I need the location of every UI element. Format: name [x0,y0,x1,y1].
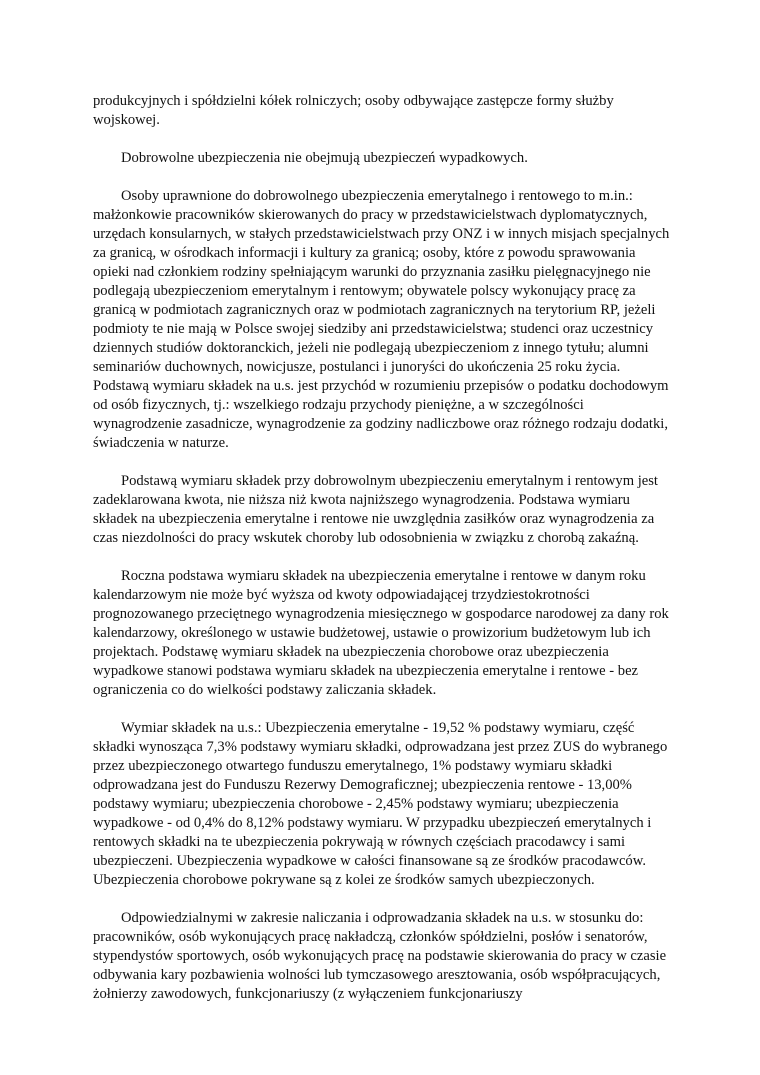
paragraph-voluntary-insurance: Dobrowolne ubezpieczenia nie obejmują ubezpieczeń wypadkowych. [121,150,528,166]
paragraph-contribution-base: Podstawą wymiaru składek przy dobrowolnym ubezpieczeniu emerytalnym i rentowym jest zadeklarowana kwota, nie niższa niż kwota najniższego wynagrodzenia. Podstawa wymiaru składek na ubezpieczenia emerytalne i rentowe nie uwzględnia zasiłków oraz wynagrodzenia za czas niezdolności do pracy wskutek choroby lub odosobnienia w związku z chorobą zakaźną. [93,473,658,546]
paragraph-responsible-parties: Odpowiedzialnymi w zakresie naliczania i odprowadzania składek na u.s. w stosunku do: pracowników, osób wykonujących pracę nakładczą, członków spółdzielni, posłów i senatorów, stypendystów sportowych, osób wykonujących pracę na podstawie skierowania do pracy w czasie odbywania kary pozbawienia wolności lub tymczasowego aresztowania, osób współpracujących, żołnierzy zawodowych, funkcjonariuszy (z wyłączeniem funkcjonariuszy [93,910,667,1002]
paragraph-eligible-persons: Osoby uprawnione do dobrowolnego ubezpieczenia emerytalnego i rentowego to m.in.: małżonkowie pracowników skierowanych do pracy w przedstawicielstwach dyplomatycznych, urzędach konsularnych, w stałych przedstawicielstwach przy ONZ i w innych misjach specjalnych za granicą, w ośrodkach informacji i kultury za granicą; osoby, które z powodu sprawowania opieki nad członkiem rodziny spełniającym warunki do przyznania zasiłku pielęgnacyjnego nie podlegają ubezpieczeniom emerytalnym i rentowym; obywatele polscy wykonujący pracę za granicą w podmiotach zagranicznych oraz w podmiotach zagranicznych na terytorium RP, jeżeli podmioty te nie mają w Polsce swojej siedziby ani przedstawicielstwa; studenci oraz uczestnicy dziennych studiów doktoranckich, jeżeli nie podlegają ubezpieczeniom z innego tytułu; alumni seminariów duchownych, nowicjusze, postulanci i junoryści do ukończenia 25 roku życia. Podstawą wymiaru składek na u.s. jest przychód w rozumieniu przepisów o podatku dochodowym od osób fizycznych, tj.: wszelkiego rodzaju przychody pieniężne, a w szczególności wynagrodzenie zasadnicze, wynagrodzenie za godziny nadliczbowe oraz różnego rodzaju dodatki, świadczenia w naturze. [93,188,670,451]
paragraph-annual-base: Roczna podstawa wymiaru składek na ubezpieczenia emerytalne i rentowe w danym roku kalendarzowym nie może być wyższa od kwoty odpowiadającej trzydziestokrotności prognozowanego przeciętnego wynagrodzenia miesięcznego w gospodarce narodowej za dany rok kalendarzowy, określonego w ustawie budżetowej, ustawie o prowizorium budżetowym lub ich projektach. Podstawę wymiaru składek na ubezpieczenia chorobowe oraz ubezpieczenia wypadkowe stanowi podstawa wymiaru składek na ubezpieczenia emerytalne i rentowe - bez ograniczenia co do wielkości podstawy zaliczania składek. [93,568,669,698]
paragraph-contribution-rates: Wymiar składek na u.s.: Ubezpieczenia emerytalne - 19,52 % podstawy wymiaru, część składki wynosząca 7,3% podstawy wymiaru składki, odprowadzana jest przez ZUS do wybranego przez ubezpieczonego otwartego funduszu emerytalnego, 1% podstawy wymiaru składki odprowadzana jest do Funduszu Rezerwy Demograficznej; ubezpieczenia rentowe - 13,00% podstawy wymiaru; ubezpieczenia chorobowe - 2,45% podstawy wymiaru; ubezpieczenia wypadkowe - od 0,4% do 8,12% podstawy wymiaru. W przypadku ubezpieczeń emerytalnych i rentowych składki na te ubezpieczenia pokrywają w równych częściach pracodawcy i sami ubezpieczeni. Ubezpieczenia wypadkowe w całości finansowane są ze środków pracodawców. Ubezpieczenia chorobowe pokrywane są z kolei ze środków samych ubezpieczonych. [93,720,668,888]
paragraph-continuation: produkcyjnych i spółdzielni kółek rolniczych; osoby odbywające zastępcze formy służby wojskowej. [93,93,614,128]
document-page [93,92,673,1023]
